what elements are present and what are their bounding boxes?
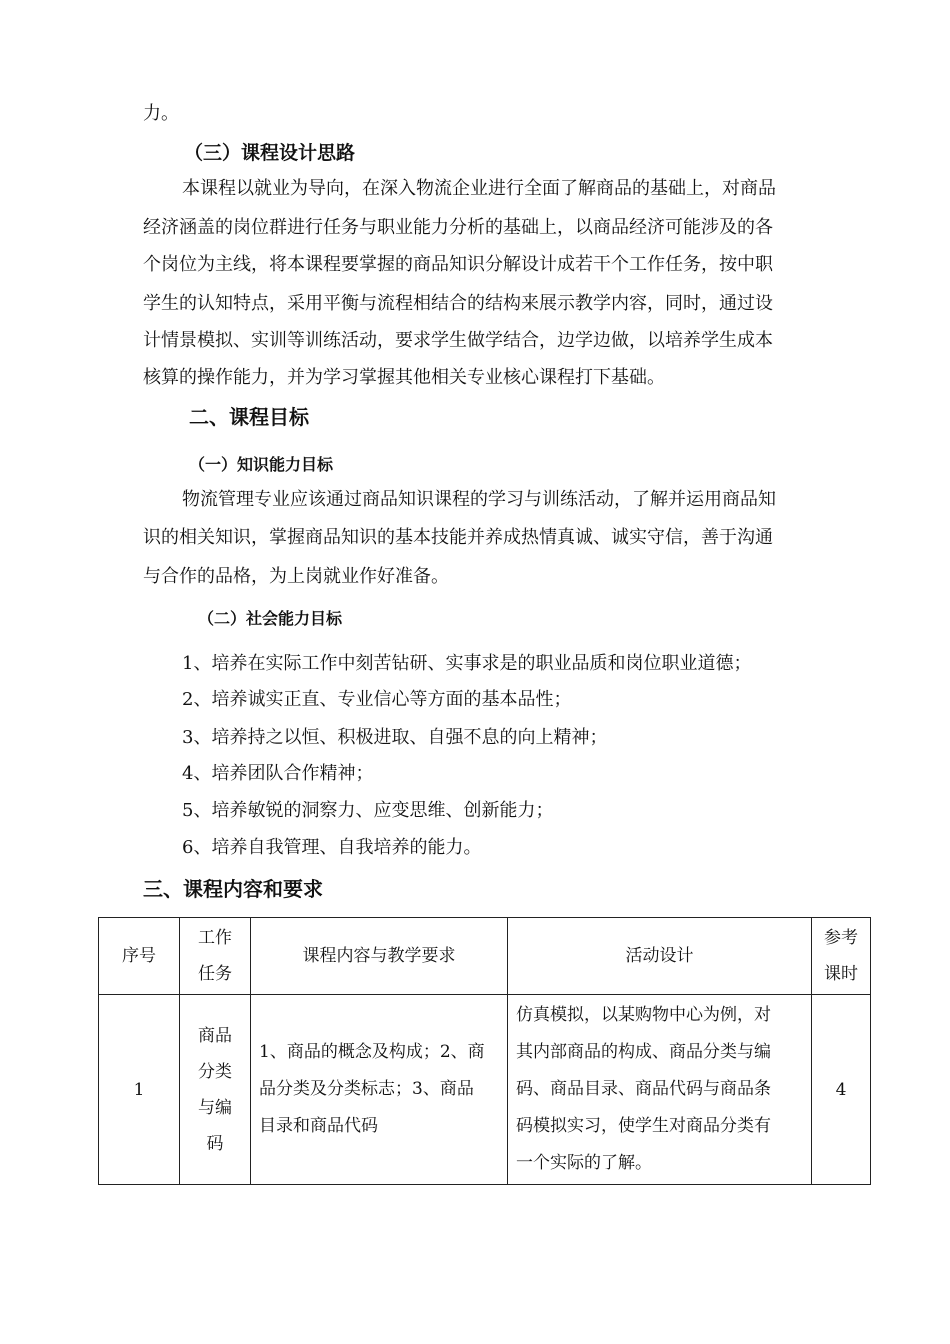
paragraph-line: 学生的认知特点，采用平衡与流程相结合的结构来展示教学内容，同时，通过设 [143,293,773,314]
list-item: 4、培养团队合作精神； [182,763,374,784]
cell-activity [508,995,812,1185]
paragraph-line: 识的相关知识，掌握商品知识的基本技能并养成热情真诚、诚实守信，善于沟通 [143,527,773,548]
cell-content-line: 1、商品的概念及构成；2、商 [259,1042,485,1062]
social-heading: （二）社会能力目标 [198,609,343,628]
paragraph-line: 计情景模拟、实训等训练活动，要求学生做学结合，边学边做，以培养学生成本 [143,330,773,351]
cell-activity-line: 其内部商品的构成、商品分类与编 [516,1042,771,1062]
header-no: 序号 [99,918,180,995]
header-task-line: 任务 [198,964,232,984]
header-hours-line: 课时 [824,964,858,984]
paragraph-line: 个岗位为主线，将本课程要掌握的商品知识分解设计成若干个工作任务，按中职 [143,254,773,275]
table-header-row [99,918,871,995]
header-task [180,918,251,995]
cell-content-line: 目录和商品代码 [259,1116,378,1136]
paragraph-line: 经济涵盖的岗位群进行任务与职业能力分析的基础上，以商品经济可能涉及的各 [143,217,773,238]
cell-task-line: 码 [206,1133,224,1154]
knowledge-heading: （一）知识能力目标 [189,455,334,474]
header-task-line: 工作 [198,928,232,948]
cell-task-line: 商品 [198,1025,232,1046]
course-content-table [98,917,871,1185]
cell-no: 1 [99,995,180,1185]
list-item: 1、培养在实际工作中刻苦钻研、实事求是的职业品质和岗位职业道德； [182,653,752,674]
list-item: 3、培养持之以恒、积极进取、自强不息的向上精神； [182,727,608,748]
cell-task-line: 分类 [198,1061,232,1082]
chapter3-heading: 三、课程内容和要求 [143,877,323,901]
cell-activity-line: 一个实际的了解。 [516,1153,652,1173]
paragraph-line: 核算的操作能力，并为学习掌握其他相关专业核心课程打下基础。 [143,367,665,388]
list-item: 6、培养自我管理、自我培养的能力。 [182,837,482,858]
list-item: 5、培养敏锐的洞察力、应变思维、创新能力； [182,800,554,821]
cell-content [251,995,508,1185]
cell-task [180,995,251,1185]
header-content: 课程内容与教学要求 [251,918,508,995]
cell-activity-line: 码、商品目录、商品代码与商品条 [516,1079,771,1099]
cell-task-line: 与编 [198,1097,232,1118]
chapter2-heading: 二、课程目标 [189,405,309,429]
header-hours-line: 参考 [824,928,858,948]
header-activity: 活动设计 [508,918,812,995]
continuation-text: 力。 [143,103,179,124]
paragraph-line: 本课程以就业为导向，在深入物流企业进行全面了解商品的基础上，对商品 [182,178,776,199]
header-hours [812,918,871,995]
cell-activity-line: 仿真模拟，以某购物中心为例，对 [516,1005,771,1025]
cell-activity-line: 码模拟实习，使学生对商品分类有 [516,1116,771,1136]
section3-heading: （三）课程设计思路 [184,142,356,164]
list-item: 2、培养诚实正直、专业信心等方面的基本品性； [182,689,572,710]
cell-content-line: 品分类及分类标志；3、商品 [259,1079,474,1099]
table-row [99,995,871,1185]
cell-hours: 4 [812,995,871,1185]
paragraph-line: 与合作的品格，为上岗就业作好准备。 [143,566,449,587]
paragraph-line: 物流管理专业应该通过商品知识课程的学习与训练活动，了解并运用商品知 [182,489,776,510]
